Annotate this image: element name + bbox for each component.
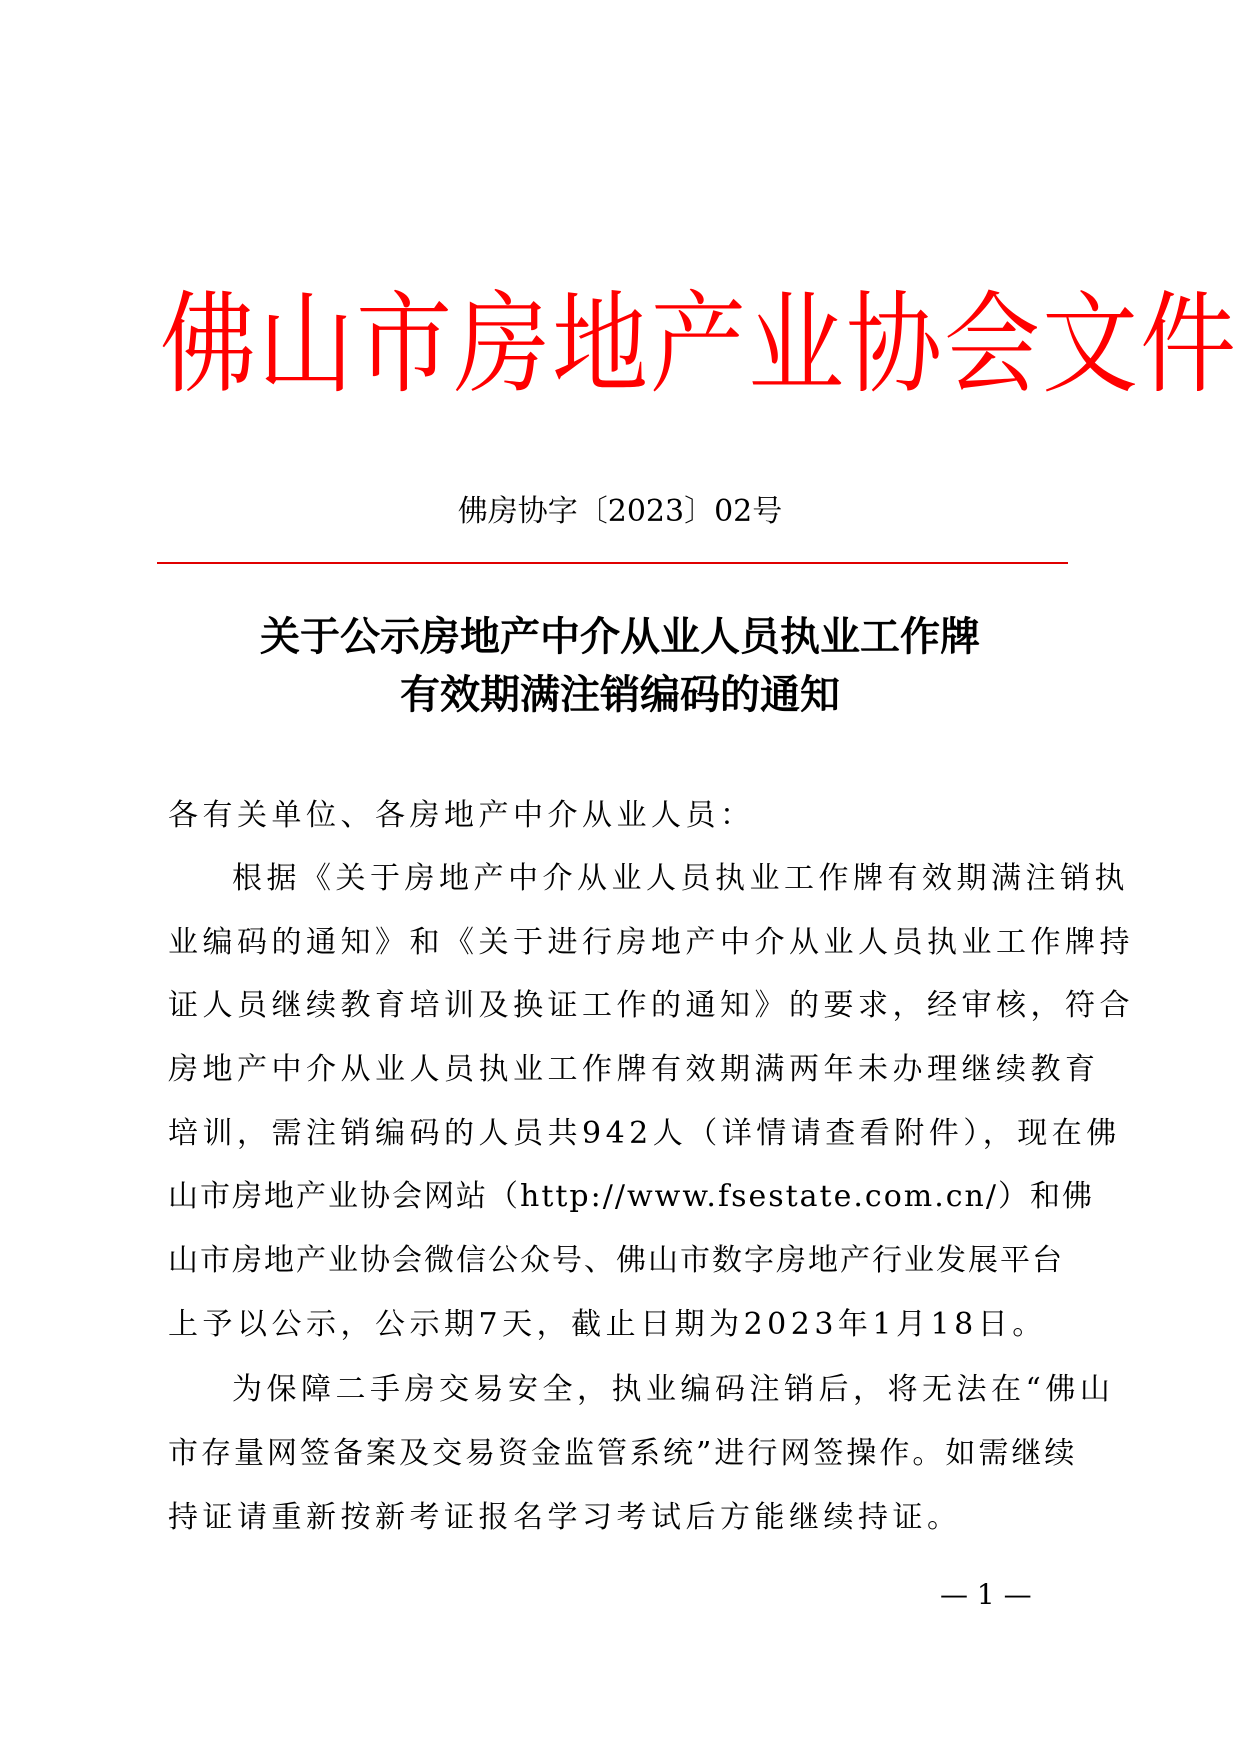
body-line: 市存量网签备案及交易资金监管系统”进行网签操作。如需继续 (168, 1436, 1078, 1471)
notice-title (0, 608, 1240, 724)
body-line: 山市房地产业协会微信公众号、佛山市数字房地产行业发展平台 (168, 1243, 1064, 1278)
page-number: — 1 — (940, 1578, 1032, 1611)
notice-title-line-2: 有效期满注销编码的通知 (400, 672, 840, 718)
document-number: 佛房协字〔2023〕02号 (457, 494, 783, 529)
notice-title-line-1: 关于公示房地产中介从业人员执业工作牌 (260, 614, 980, 660)
body-line: 上予以公示，公示期7天，截止日期为2023年1月18日。 (168, 1307, 1047, 1342)
salutation: 各有关单位、各房地产中介从业人员： (168, 798, 755, 833)
body-line-with-link: 山市房地产业协会网站（http://www.fsestate.com.cn/）和佛 (168, 1179, 1094, 1214)
body-line: 根据《关于房地产中介从业人员执业工作牌有效期满注销执 (232, 861, 1129, 896)
body-line: 持证请重新按新考证报名学习考试后方能继续持证。 (168, 1500, 962, 1535)
body-line: 证人员继续教育培训及换证工作的通知》的要求，经审核，符合 (168, 988, 1134, 1023)
masthead-title: 佛山市房地产业协会文件 (160, 280, 1238, 410)
red-divider (157, 562, 1068, 564)
body-line: 培训，需注销编码的人员共942人（详情请查看附件），现在佛 (168, 1116, 1121, 1151)
body-line: 业编码的通知》和《关于进行房地产中介从业人员执业工作牌持 (168, 925, 1134, 960)
body-line: 为保障二手房交易安全，执业编码注销后，将无法在“佛山 (232, 1372, 1115, 1407)
body-line: 房地产中介从业人员执业工作牌有效期满两年未办理继续教育 (168, 1052, 1100, 1087)
